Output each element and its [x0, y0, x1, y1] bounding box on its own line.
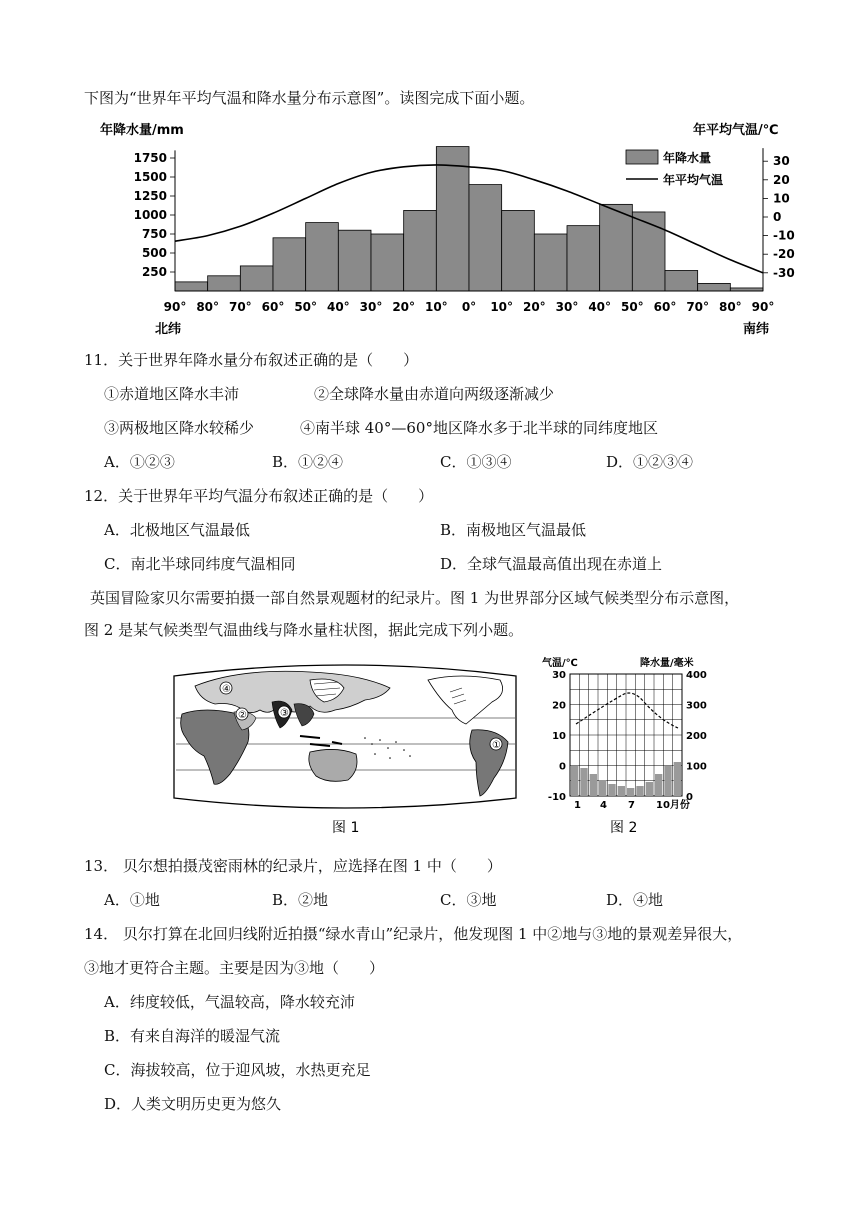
q13-option-b[interactable]: B．②地: [272, 891, 329, 909]
left-tick-label: 750: [141, 227, 167, 241]
south-latitude-label: 南纬: [743, 322, 770, 337]
marker-4: ④: [222, 684, 231, 695]
precipitation-bar: [404, 210, 437, 291]
x-tick-label: 60°: [653, 300, 677, 314]
q12-option-c[interactable]: C．南北半球同纬度气温相同: [104, 555, 296, 573]
precipitation-bar: [698, 283, 731, 291]
q12-option-d[interactable]: D．全球气温最高值出现在赤道上: [440, 555, 663, 573]
precipitation-bar: [627, 788, 634, 796]
precipitation-tick-label: 400: [686, 670, 707, 681]
q13-option-d[interactable]: D．④地: [606, 891, 664, 909]
temperature-tick-label: 30: [552, 670, 566, 681]
q13-stem: 13． 贝尔想拍摄茂密雨林的纪录片，应选择在图 1 中（ ）: [84, 857, 502, 875]
precipitation-bar: [665, 270, 698, 291]
right-tick-label: 20: [773, 172, 790, 187]
x-tick-label: 40°: [326, 300, 350, 314]
precipitation-bar: [600, 204, 633, 291]
x-tick-label: 50°: [294, 300, 318, 314]
left-tick-label: 1000: [133, 208, 167, 222]
precipitation-bar: [502, 210, 535, 291]
x-tick-label: 10°: [424, 300, 448, 314]
figure-1-caption: 图 1: [332, 820, 360, 836]
q11-option-b[interactable]: B．①②④: [272, 453, 344, 471]
left-tick-label: 1750: [133, 151, 167, 165]
precipitation-bar: [571, 766, 578, 796]
q14-option-a[interactable]: A．纬度较低，气温较高，降水较充沛: [104, 993, 355, 1011]
legend-bar-label: 年降水量: [663, 151, 712, 165]
x-tick-label: 60°: [261, 300, 285, 314]
north-latitude-label: 北纬: [155, 322, 182, 337]
precipitation-bar: [636, 786, 643, 796]
x-tick-label: 70°: [686, 300, 710, 314]
legend-bar-swatch: [626, 150, 658, 164]
precipitation-bar: [590, 774, 597, 796]
marker-3: ③: [280, 708, 289, 719]
x-tick-label: 80°: [718, 300, 742, 314]
temperature-tick-label: 20: [552, 700, 566, 712]
x-tick-label: 80°: [196, 300, 220, 314]
precipitation-bar: [674, 762, 681, 796]
q13-option-c[interactable]: C．③地: [440, 891, 497, 909]
precipitation-bar: [240, 266, 273, 291]
marker-1: ①: [492, 740, 501, 751]
month-tick-label: 4: [600, 800, 607, 811]
q11-item-4: ④南半球 40°—60°地区降水多于北半球的同纬度地区: [300, 419, 658, 437]
precipitation-tick-label: 0: [686, 792, 693, 803]
temperature-tick-label: -10: [547, 792, 566, 803]
left-tick-label: 1250: [133, 189, 167, 203]
precipitation-bar: [580, 768, 587, 796]
q14-option-c[interactable]: C．海拔较高，位于迎风坡，水热更充足: [104, 1061, 371, 1079]
x-tick-label: 90°: [163, 300, 187, 314]
precipitation-bar: [618, 786, 625, 796]
x-tick-label: 20°: [392, 300, 416, 314]
precipitation-bar: [371, 234, 404, 291]
precipitation-tick-label: 300: [686, 700, 707, 712]
q11-item-1: ①赤道地区降水丰沛: [104, 385, 240, 403]
q14-option-d[interactable]: D．人类文明历史更为悠久: [104, 1095, 282, 1113]
precipitation-bar: [306, 223, 339, 291]
x-tick-label: 20°: [522, 300, 546, 314]
right-tick-label: -30: [773, 265, 795, 280]
q11-option-c[interactable]: C．①③④: [440, 453, 512, 471]
precipitation-bar: [664, 766, 671, 796]
intro-text-1: 下图为“世界年平均气温和降水量分布示意图”。读图完成下面小题。: [84, 89, 535, 107]
x-tick-label: 50°: [620, 300, 644, 314]
intro-text-2-line-2: 图 2 是某气候类型气温曲线与降水量柱状图，据此完成下列小题。: [84, 621, 524, 639]
temperature-axis-title: 气温/℃: [542, 658, 578, 669]
precipitation-bar: [436, 147, 469, 291]
figure-2-caption: 图 2: [610, 820, 638, 836]
right-tick-label: -10: [773, 228, 795, 243]
precipitation-bar: [655, 774, 662, 796]
q11-item-2: ②全球降水量由赤道向两级逐渐减少: [314, 385, 555, 403]
precipitation-bar: [567, 226, 600, 291]
left-axis-title: 年降水量/mm: [100, 123, 184, 138]
x-tick-label: 30°: [359, 300, 383, 314]
q11-option-a[interactable]: A．①②③: [104, 453, 175, 471]
precipitation-tick-label: 200: [686, 731, 707, 742]
right-axis-title: 年平均气温/℃: [693, 123, 779, 138]
x-tick-label: 30°: [555, 300, 579, 314]
climate-type-world-map: [160, 658, 530, 840]
x-tick-label: 0°: [461, 300, 477, 314]
precipitation-bar: [208, 276, 241, 291]
x-tick-label: 90°: [751, 300, 775, 314]
right-tick-label: -20: [773, 247, 795, 262]
left-tick-label: 500: [141, 246, 167, 260]
q11-item-3: ③两极地区降水较稀少: [104, 419, 255, 437]
marker-2: ②: [238, 710, 247, 721]
q11-option-d[interactable]: D．①②③④: [606, 453, 694, 471]
temperature-tick-label: 0: [559, 761, 566, 773]
right-tick-label: 10: [773, 191, 790, 206]
temperature-precipitation-chart: [95, 117, 795, 339]
q11-stem: 11．关于世界年降水量分布叙述正确的是（ ）: [84, 351, 419, 369]
q12-option-b[interactable]: B．南极地区气温最低: [440, 521, 587, 539]
climograph: [540, 654, 710, 840]
month-tick-label: 1: [574, 800, 581, 811]
precipitation-bar: [608, 784, 615, 796]
month-tick-label: 7: [628, 800, 635, 811]
x-tick-label: 70°: [228, 300, 252, 314]
x-tick-label: 40°: [588, 300, 612, 314]
precipitation-bar: [338, 230, 371, 291]
q14-option-b[interactable]: B．有来自海洋的暖湿气流: [104, 1027, 281, 1045]
legend-line-label: 年平均气温: [663, 173, 724, 187]
left-tick-label: 1500: [133, 170, 167, 184]
right-tick-label: 0: [773, 210, 782, 224]
precipitation-bar: [646, 782, 653, 796]
precipitation-axis-title: 降水量/毫米: [640, 658, 694, 669]
right-tick-label: 30: [773, 154, 790, 169]
precipitation-bar: [469, 185, 502, 291]
left-tick-label: 250: [141, 265, 167, 279]
precipitation-bar: [175, 282, 208, 291]
q12-option-a[interactable]: A．北极地区气温最低: [104, 521, 250, 539]
temperature-tick-label: 10: [552, 731, 566, 742]
q13-option-a[interactable]: A．①地: [104, 891, 160, 909]
precipitation-bar: [273, 238, 306, 291]
q12-stem: 12．关于世界年平均气温分布叙述正确的是（ ）: [84, 487, 434, 505]
precipitation-bar: [534, 234, 567, 291]
precipitation-bar: [599, 780, 606, 796]
q14-stem-line-1: 14． 贝尔打算在北回归线附近拍摄“绿水青山”纪录片，他发现图 1 中②地与③地的景观差异很大，: [84, 925, 743, 943]
intro-text-2-line-1: 英国冒险家贝尔需要拍摄一部自然景观题材的纪录片。图 1 为世界部分区域气候类型分布示意图，: [90, 589, 740, 607]
precipitation-tick-label: 100: [686, 761, 707, 773]
q14-stem-line-2: ③地才更符合主题。主要是因为③地（ ）: [84, 959, 385, 977]
month-tick-label: 10月份: [656, 800, 690, 811]
x-tick-label: 10°: [490, 300, 514, 314]
